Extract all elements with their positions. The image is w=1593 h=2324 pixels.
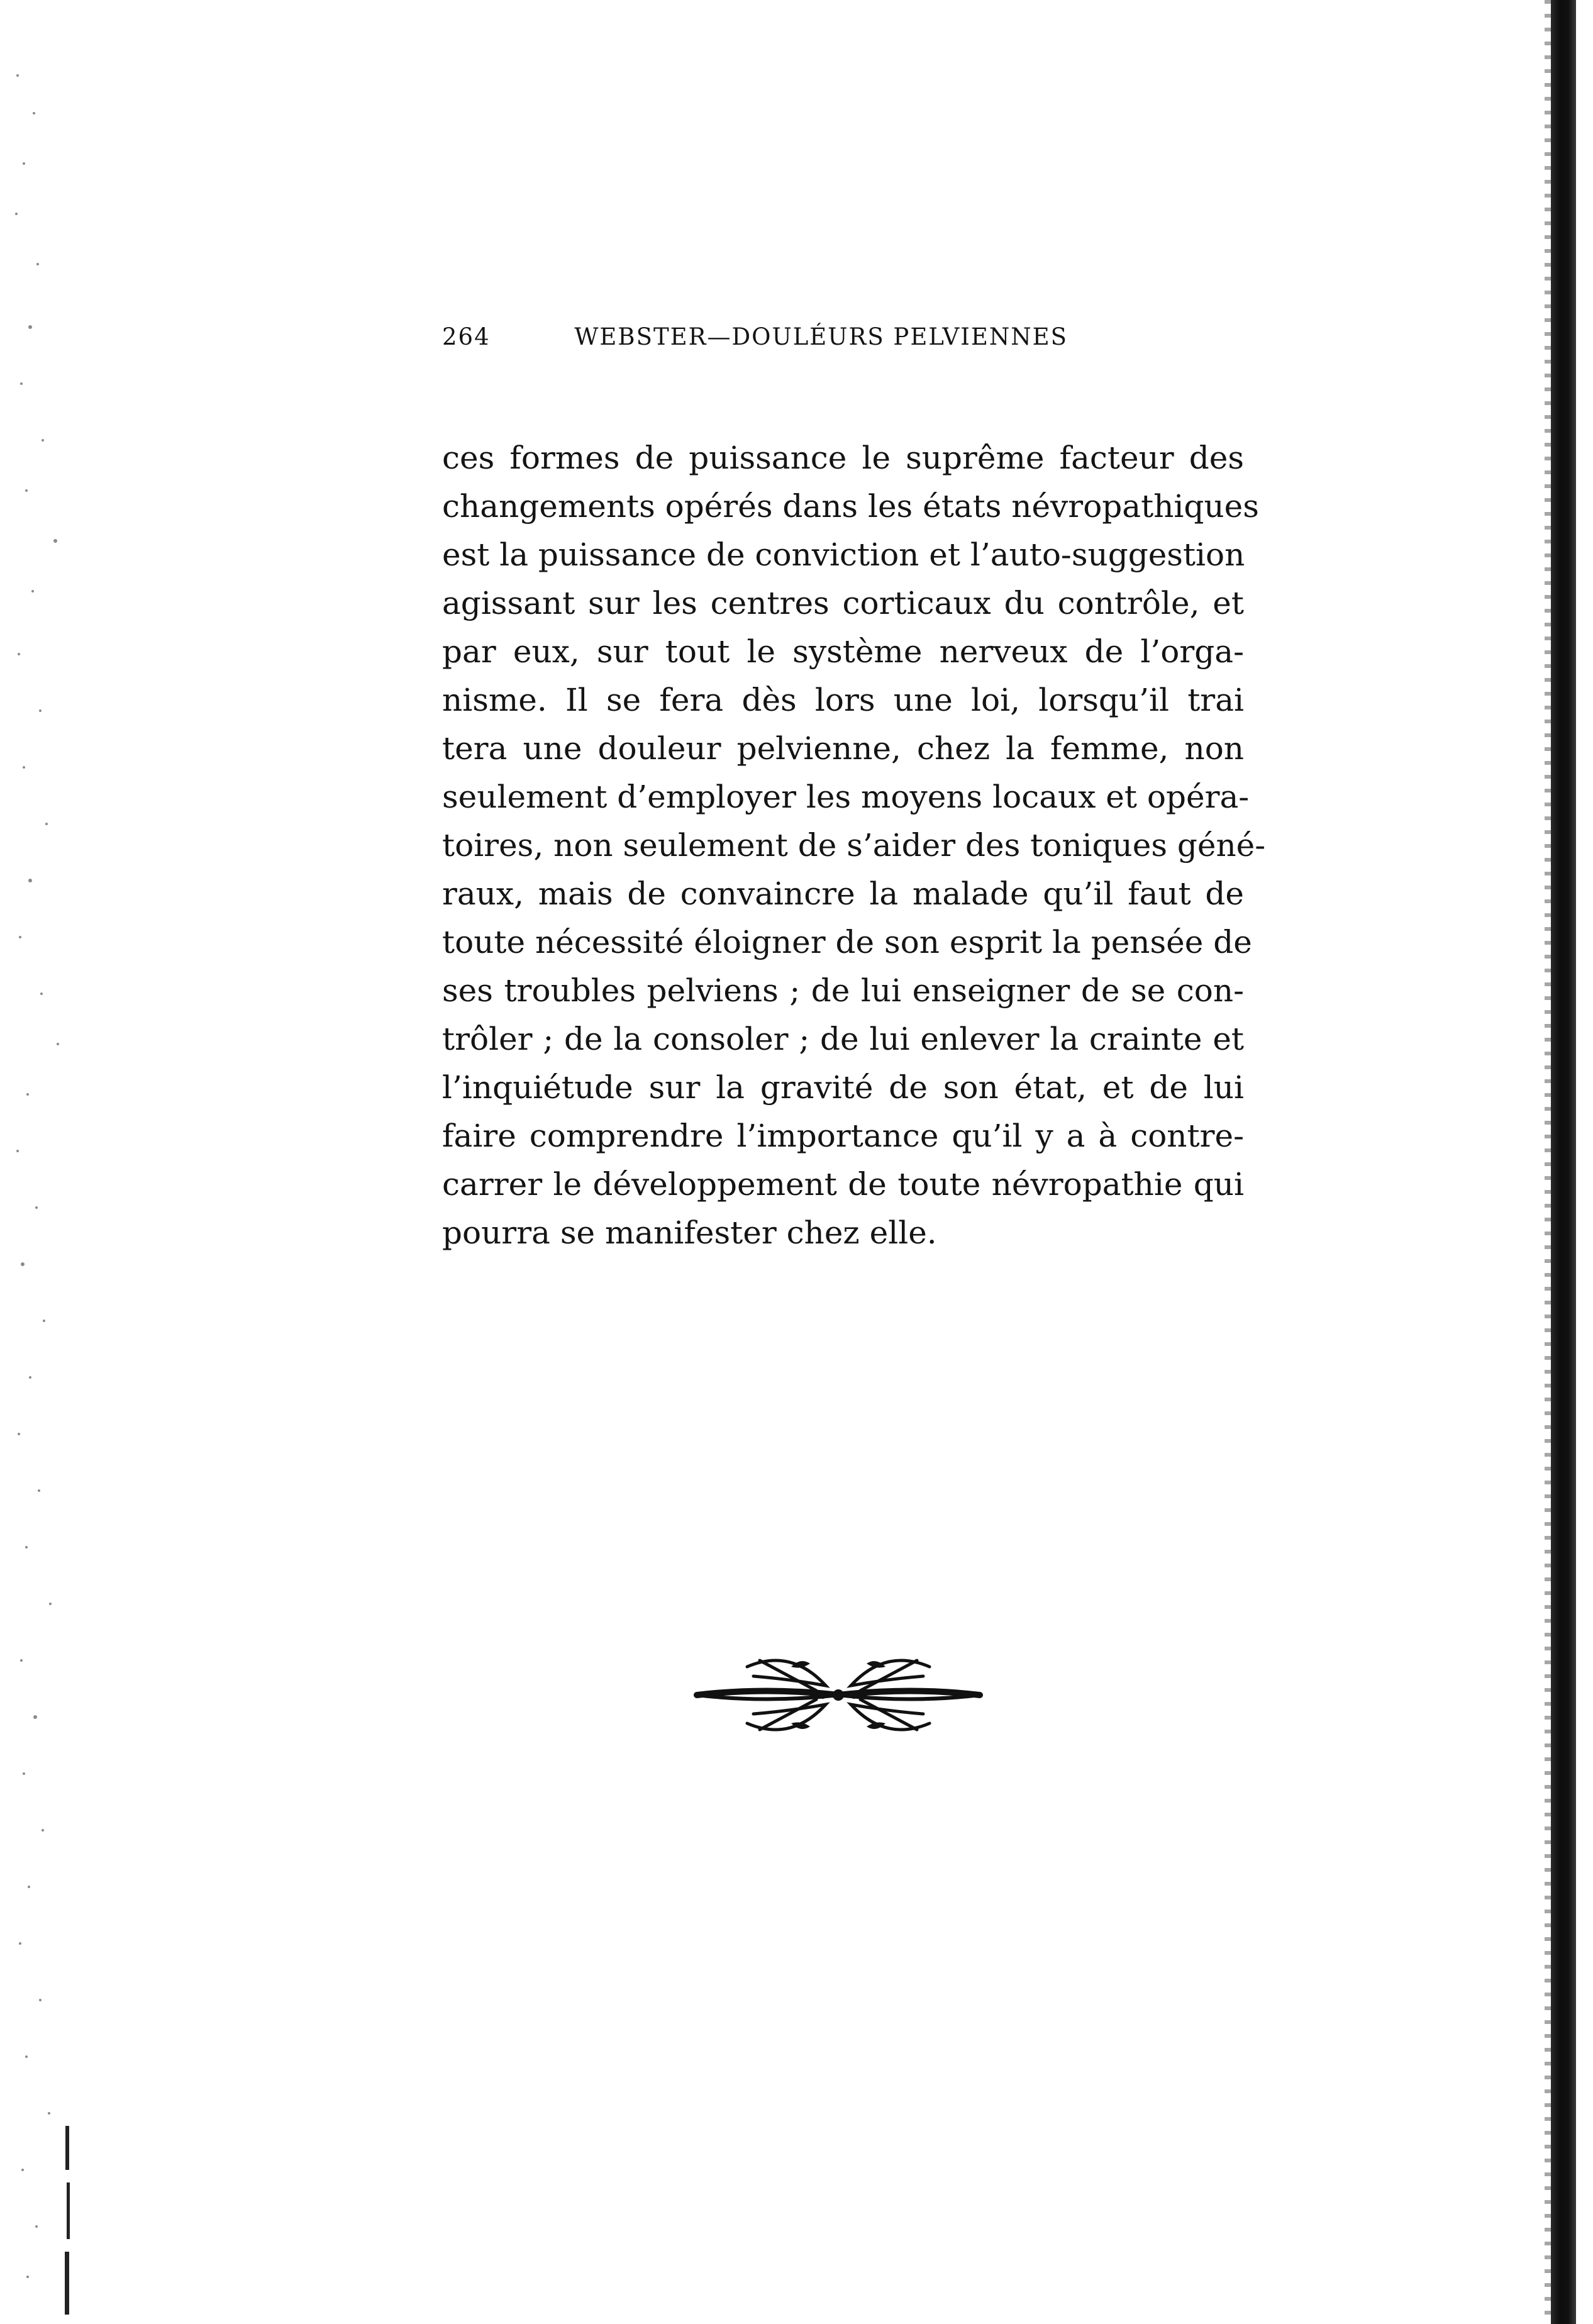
text-line: seulement d’employer les moyens locaux et opéra- [442, 779, 1250, 815]
margin-speckle [5, 0, 93, 2324]
text-line: toute nécessité éloigner de son esprit la pensée de [442, 924, 1252, 960]
text-line: par eux, sur tout le système nerveux de l’orga- [442, 633, 1244, 670]
text-line: agissant sur les centres corticaux du contrôle, et [442, 585, 1244, 621]
text-line: ces formes de puissance le suprême facteur des [442, 440, 1244, 476]
text-line: l’inquiétude sur la gravité de son état, et de lui [442, 1069, 1244, 1106]
binding-edge [1551, 0, 1576, 2324]
text-line: pourra se manifester chez elle. [442, 1215, 937, 1251]
fleuron-ornament-icon [691, 1642, 986, 1749]
running-title: WEBSTER—DOULÉURS PELVIENNES [574, 323, 1068, 350]
text-line: raux, mais de convaincre la malade qu’il faut de [442, 876, 1244, 912]
text-line: tera une douleur pelvienne, chez la femme, non [442, 730, 1244, 767]
running-head [442, 323, 1134, 361]
page-number: 264 [442, 323, 491, 350]
text-line: toires, non seulement de s’aider des toniques géné- [442, 827, 1266, 864]
text-line: nisme. Il se fera dès lors une loi, lorsqu’il trai [442, 682, 1244, 718]
text-line: est la puissance de conviction et l’auto-suggestion [442, 537, 1245, 573]
text-line: carrer le développement de toute névropathie qui [442, 1166, 1244, 1203]
body-paragraph [442, 434, 1266, 1257]
text-line: faire comprendre l’importance qu’il y a à contre- [442, 1118, 1244, 1154]
text-line: changements opérés dans les états névropathiques [442, 488, 1259, 525]
text-line: ses troubles pelviens ; de lui enseigner de se con- [442, 972, 1244, 1009]
text-line: trôler ; de la consoler ; de lui enlever la crainte et [442, 1021, 1244, 1057]
